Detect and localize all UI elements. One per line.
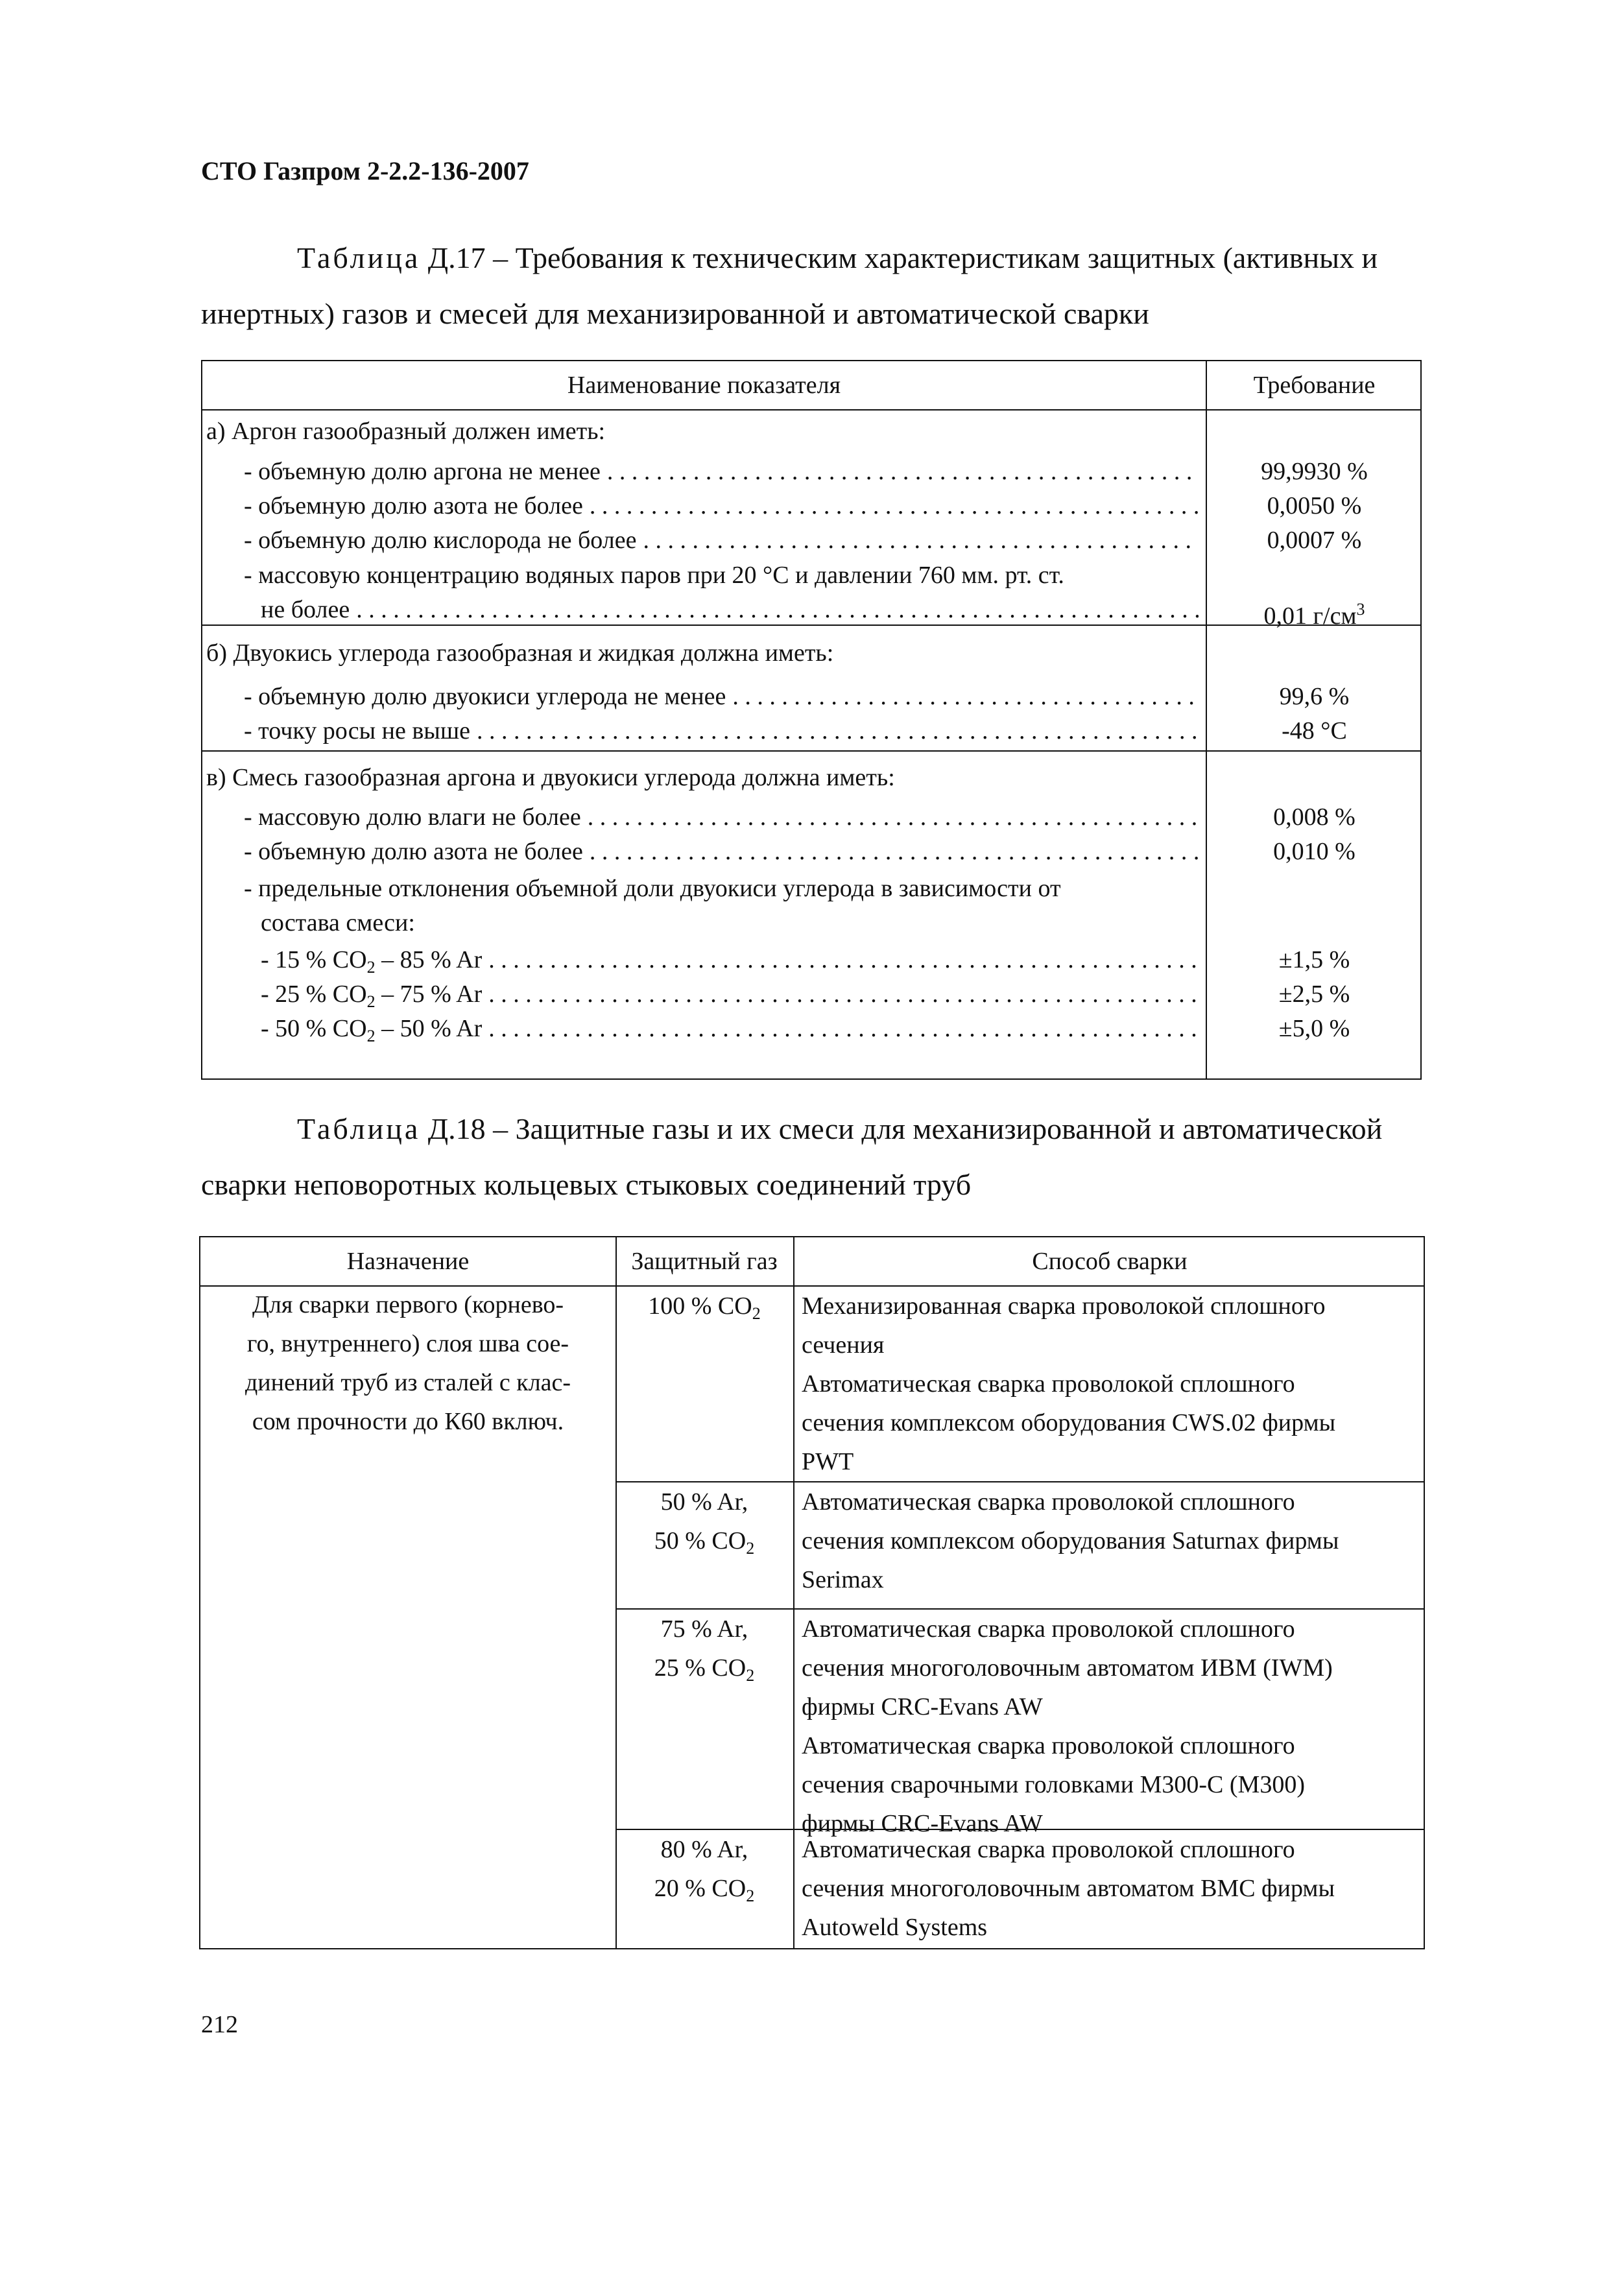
document-header: СТО Газпром 2-2.2-136-2007	[201, 156, 529, 185]
method-line: Автоматическая сварка проволокой сплошного	[802, 1488, 1295, 1516]
table18-caption	[201, 1101, 1420, 1213]
row-divider	[202, 409, 1420, 411]
row-label: - предельные отклонения объемной доли двуокиси углерода в зависимости от	[244, 875, 1061, 902]
row-value: 0,0050 %	[1267, 492, 1362, 519]
row-label: - массовую концентрацию водяных паров при 20 °С и давлении 760 мм. рт. ст.	[244, 562, 1064, 589]
table17-caption	[201, 230, 1420, 342]
row-label: - объемную долю азота не более . . .	[244, 486, 1199, 525]
row-value: ±1,5 %	[1278, 946, 1350, 973]
table-row	[202, 590, 1420, 629]
table-row	[202, 486, 1420, 525]
row-label: б) Двуокись углерода газообразная и жидкая должна иметь:	[206, 639, 834, 667]
row-label: - 25 % $CO_2 - 75$ % Ar . . .	[261, 975, 1199, 1021]
table-row	[202, 412, 1420, 451]
row-value: ±2,5 %	[1278, 981, 1350, 1008]
table-row	[202, 758, 1420, 797]
gas-line: 80 % Ar,	[660, 1836, 748, 1863]
gas-line: 20 % $CO_2$	[654, 1875, 755, 1905]
table-row	[202, 903, 1420, 942]
method-line: Автоматическая сварка проволокой сплошного	[802, 1615, 1295, 1643]
method-cell	[802, 1830, 1418, 1947]
gas-line: 25 % $CO_2$	[654, 1654, 755, 1685]
row-label: - точку росы не выше . . .	[244, 711, 1199, 750]
method-line: сечения комплексом оборудования CWS.02 фирмы	[802, 1409, 1336, 1436]
table-17	[201, 360, 1422, 1080]
table-row	[202, 556, 1420, 595]
row-divider	[615, 1608, 1424, 1610]
table-row	[202, 634, 1420, 672]
row-value: 0,0007 %	[1267, 527, 1362, 554]
gas-cell	[615, 1482, 793, 1568]
caption-label: Таблица	[297, 1112, 421, 1145]
method-line: фирмы CRC-Evans AW	[802, 1693, 1043, 1720]
table-18	[199, 1236, 1425, 1949]
table-row	[202, 975, 1420, 1014]
method-line: сечения сварочными головками М300-С (М300)	[802, 1771, 1305, 1798]
method-line: сечения многоголовочным автоматом ВМС фирмы	[802, 1875, 1335, 1902]
purpose-line: сом прочности до К60 включ.	[252, 1408, 564, 1435]
column-divider	[793, 1237, 794, 1948]
row-label: - объемную долю азота не более . . .	[244, 832, 1199, 871]
purpose-line: го, внутреннего) слоя шва сое-	[246, 1330, 569, 1357]
table-row	[202, 869, 1420, 908]
caption-text: Д.18 – Защитные газы и их смеси для механизированной и автоматической сварки неповоротных кольцевых стыковых соединений труб	[201, 1112, 1383, 1201]
gas-line: 50 % Ar,	[660, 1488, 748, 1516]
row-label: - объемную долю кислорода не более . . .	[244, 521, 1199, 560]
method-line: фирмы CRC-Evans AW	[802, 1810, 1043, 1837]
row-value: ±5,0 %	[1278, 1015, 1350, 1042]
row-divider	[202, 750, 1420, 752]
row-label: а) Аргон газообразный должен иметь:	[206, 418, 606, 445]
purpose-cell	[200, 1285, 615, 1441]
row-divider	[615, 1829, 1424, 1830]
gas-cell	[615, 1830, 793, 1916]
method-line: Автоматическая сварка проволокой сплошного	[802, 1732, 1295, 1759]
method-line: сечения многоголовочным автоматом ИВМ (IWM)	[802, 1654, 1333, 1682]
table-row	[202, 832, 1420, 871]
caption-label: Таблица	[297, 241, 421, 274]
row-divider	[202, 625, 1420, 626]
method-line: Автоматическая сварка проволокой сплошного	[802, 1836, 1295, 1863]
row-label: в) Смесь газообразная аргона и двуокиси углерода должна иметь:	[206, 764, 895, 791]
table-row	[202, 940, 1420, 979]
gas-cell	[615, 1610, 793, 1695]
purpose-line: Для сварки первого (корнево-	[252, 1291, 564, 1318]
row-value: 0,01 $г/см^3$	[1263, 600, 1365, 630]
row-label: - объемную долю аргона не менее . . .	[244, 452, 1199, 491]
table-row	[202, 798, 1420, 837]
page-number: 212	[201, 2011, 238, 2038]
table-row	[202, 677, 1420, 716]
row-value: 0,008 %	[1273, 803, 1355, 831]
table-row	[202, 521, 1420, 560]
table-row	[202, 1009, 1420, 1048]
row-label: - 15 % $CO_2 - 85$ % Ar . . .	[261, 940, 1199, 987]
method-line: Автоматическая сварка проволокой сплошного	[802, 1370, 1295, 1398]
method-cell	[802, 1482, 1418, 1599]
method-line: Serimax	[802, 1566, 884, 1593]
row-value: 99,9930 %	[1261, 458, 1368, 485]
gas-cell	[615, 1287, 793, 1333]
method-cell	[802, 1610, 1418, 1843]
row-label: - объемную долю двуокиси углерода не менее . . .	[244, 677, 1199, 716]
purpose-line: динений труб из сталей с клас-	[245, 1369, 571, 1396]
header-method: Способ сварки	[1032, 1248, 1188, 1275]
header-name: Наименование показателя	[567, 372, 841, 399]
row-value: 99,6 %	[1279, 683, 1350, 710]
method-line: сечения комплексом оборудования Saturnax фирмы	[802, 1527, 1339, 1554]
header-gas: Защитный газ	[631, 1248, 778, 1275]
header-requirement: Требование	[1253, 372, 1376, 399]
row-value: 0,010 %	[1273, 838, 1355, 865]
method-line: Механизированная сварка проволокой сплошного	[802, 1292, 1326, 1320]
table-header-row	[202, 361, 1420, 409]
row-label: состава смеси:	[261, 909, 415, 936]
gas-line: 50 % $CO_2$	[654, 1527, 755, 1558]
table-row	[202, 711, 1420, 750]
row-divider	[615, 1481, 1424, 1482]
table-row	[202, 452, 1420, 491]
method-cell	[802, 1287, 1418, 1481]
gas-line: 100 % $CO_2$	[648, 1292, 761, 1323]
method-line: Autoweld Systems	[802, 1914, 988, 1941]
gas-line: 75 % Ar,	[660, 1615, 748, 1643]
caption-text: Д.17 – Требования к техническим характеристикам защитных (активных и инертных) газов и смесей для механизированной и автоматической сварки	[201, 241, 1378, 330]
row-value: -48 °С	[1282, 717, 1347, 744]
header-purpose: Назначение	[346, 1248, 470, 1275]
method-line: PWT	[802, 1448, 854, 1475]
method-line: сечения	[802, 1331, 885, 1359]
row-label: - 50 % $CO_2 - 50$ % Ar . . .	[261, 1009, 1199, 1056]
row-label: - массовую долю влаги не более . . .	[244, 798, 1199, 837]
row-label: не более . . .	[261, 590, 1199, 629]
